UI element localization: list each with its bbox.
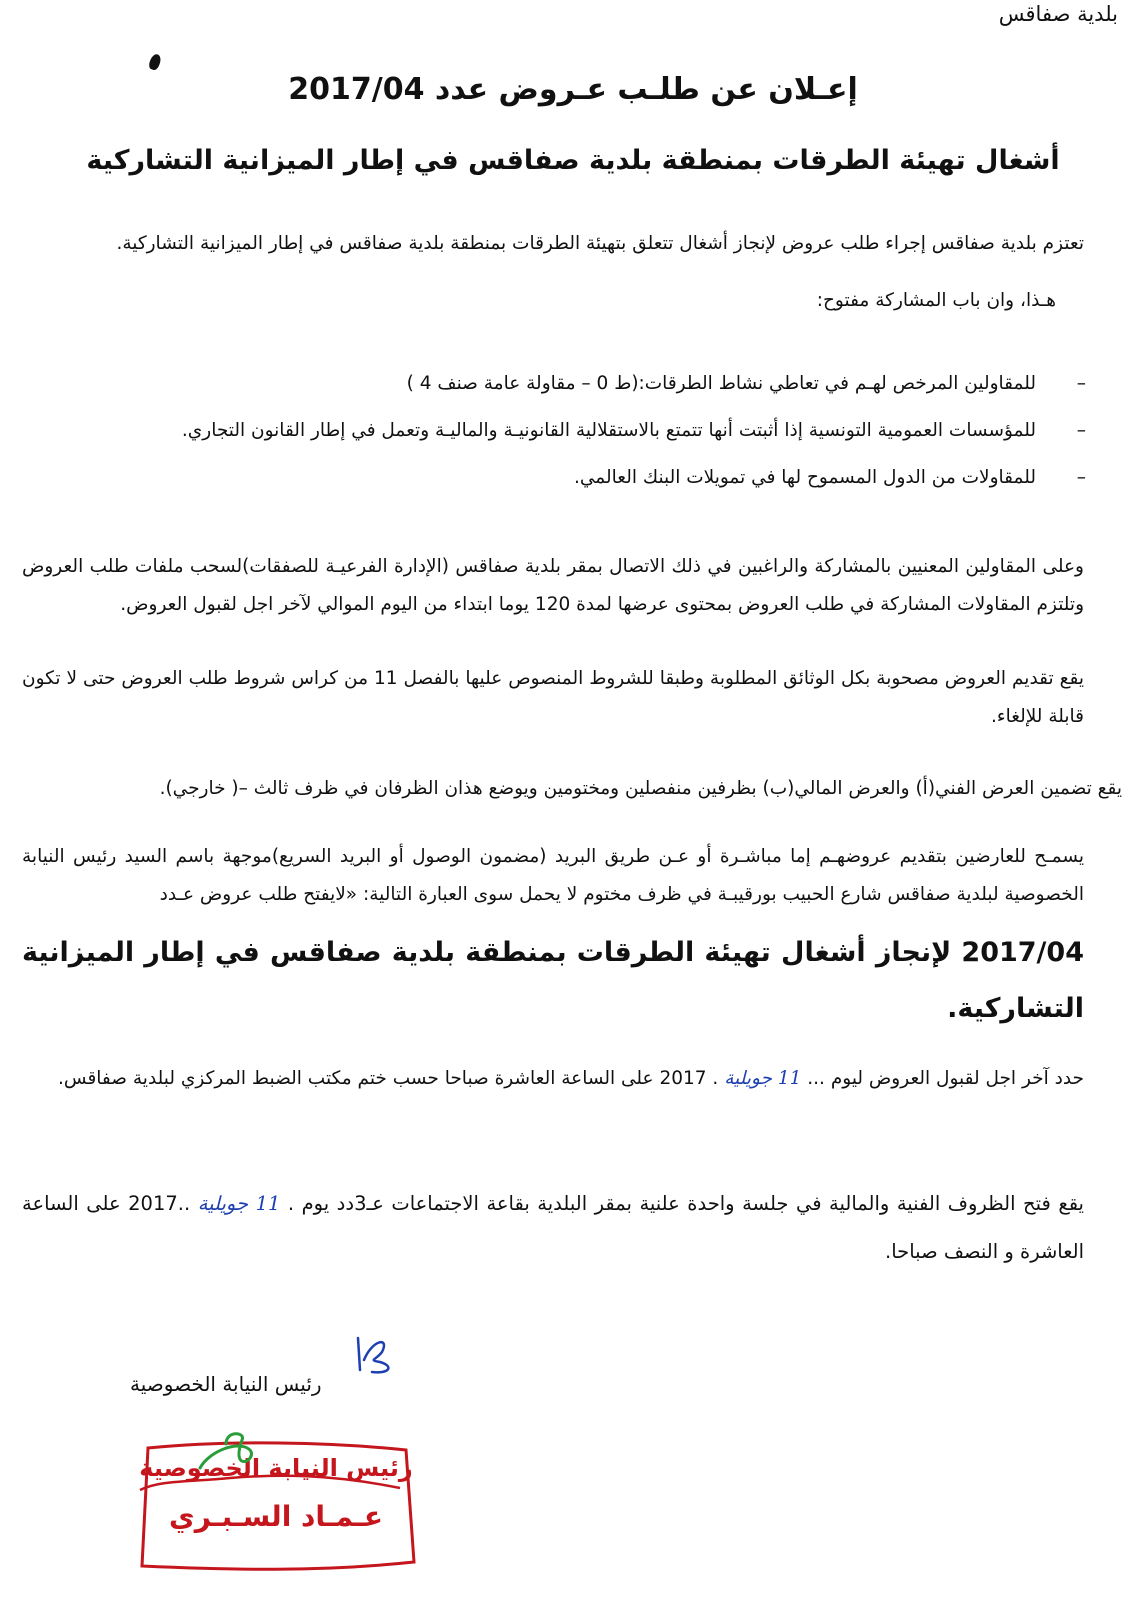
municipality-header: بلدية صفاقس bbox=[998, 2, 1118, 26]
stamp-line-1: رئيس النيابة الخصوصية bbox=[139, 1454, 413, 1482]
list-item bbox=[80, 360, 1086, 407]
notice-title: إعـلان عن طلـب عـروض عدد 2017/04 bbox=[288, 72, 858, 107]
notice-subtitle: أشغال تهيئة الطرقات بمنطقة بلدية صفاقس في إطار الميزانية التشاركية bbox=[86, 145, 1060, 176]
list-item-text: للمؤسسات العمومية التونسية إذا أثبتت أنها تتمتع بالاستقلالية القانونيـة والماليـة وتعمل في إطار القانون التجاري. bbox=[181, 420, 1036, 441]
list-item bbox=[80, 454, 1086, 501]
envelopes-paragraph: يقع تضمين العرض الفني(أ) والعرض المالي(ب) بظرفين منفصلين ومختومين ويوضع هذان الظرفان في ظرف ثالث –( خارجي). bbox=[159, 778, 1122, 799]
list-dash: – bbox=[1076, 420, 1086, 441]
list-dash: – bbox=[1076, 467, 1086, 488]
ink-mark bbox=[148, 53, 163, 71]
deadline-text-before: حدد آخر اجل لقبول العروض ليوم ... bbox=[807, 1068, 1084, 1089]
signatory-title: رئيس النيابة الخصوصية bbox=[130, 1372, 322, 1396]
intro-paragraph: تعتزم بلدية صفاقس إجراء طلب عروض لإنجاز أشغال تتعلق بتهيئة الطرقات بمنطقة بلدية صفاقس في إطار الميزانية التشاركية. bbox=[116, 233, 1084, 254]
contact-paragraph: وعلى المقاولين المعنيين بالمشاركة والراغبين في ذلك الاتصال بمقر بلدية صفاقس (الإدارة الفرعيـة للصفقات)لسحب ملفات طلب العروض وتلتزم المقاولات المشاركة في طلب العروض بمحتوى عرضها لمدة 120 يوما ابتداء من اليوم الموالي لآخر اجل لقبول العروض. bbox=[22, 556, 1084, 615]
opening-text-after: ..2017 على الساعة العاشرة و النصف صباحا. bbox=[22, 1192, 1084, 1263]
deadline-handwritten-date: 11 جويلية bbox=[724, 1068, 802, 1089]
deadline-text-after: . 2017 على الساعة العاشرة صباحا حسب ختم مكتب الضبط المركزي لبلدية صفاقس. bbox=[57, 1068, 719, 1089]
eligible-bidders-list bbox=[80, 360, 1086, 501]
initials-signature-icon bbox=[350, 1330, 410, 1380]
list-item bbox=[80, 407, 1086, 454]
opening-paragraph bbox=[22, 1180, 1084, 1276]
list-dash: – bbox=[1076, 373, 1086, 394]
list-item-text: للمقاولات من الدول المسموح لها في تمويلات البنك العالمي. bbox=[574, 467, 1036, 488]
opening-text-before: يقع فتح الظروف الفنية والمالية في جلسة واحدة علنية بمقر البلدية بقاعة الاجتماعات عـ3دد يوم . bbox=[287, 1192, 1084, 1215]
list-item-text: للمقاولين المرخص لهـم في تعاطي نشاط الطرقات:(ط 0 – مقاولة عامة صنف 4 ) bbox=[406, 373, 1036, 394]
stamp-line-2: عـمـاد السـبـري bbox=[169, 1500, 383, 1533]
submission-paragraph: يقع تقديم العروض مصحوبة بكل الوثائق المطلوبة وطبقا للشروط المنصوص عليها بالفصل 11 من كراس شروط طلب العروض حتى لا تكون قابلة للإلغاء. bbox=[22, 668, 1084, 727]
opening-handwritten-date: 11 جويلية bbox=[197, 1192, 281, 1215]
participation-open-line: هـذا، وان باب المشاركة مفتوح: bbox=[816, 290, 1056, 311]
official-stamp bbox=[130, 1430, 422, 1582]
deadline-paragraph bbox=[22, 1060, 1084, 1098]
mailing-paragraph: يسمـح للعارضين بتقديم عروضهـم إما مباشـرة أو عـن طريق البريد (مضمون الوصول أو البريد السريع)موجهة باسم السيد رئيس النيابة الخصوصية لبلدية صفاقس شارع الحبيب بورقيبـة في ظرف مختوم لا يحمل سوى العبارة التالية: «لايفتح طلب عروض عـدد bbox=[22, 846, 1084, 905]
envelope-inscription: 2017/04 لإنجاز أشغال تهيئة الطرقات بمنطقة بلدية صفاقس في إطار الميزانية التشاركية. bbox=[22, 937, 1084, 1024]
